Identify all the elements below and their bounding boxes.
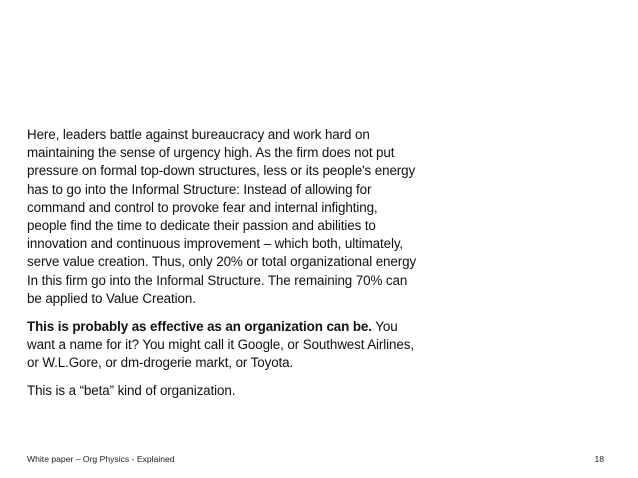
page-number: 18 (594, 454, 604, 464)
paragraph-examples: You want a name for it? You might call it Google, or Southwest Airlines, or W.L.Gore, or dm-drogerie markt, or Toyota. (27, 319, 414, 371)
paragraph-effective-organization (27, 318, 419, 373)
paragraph-informal-structure: Here, leaders battle against bureaucracy and work hard on maintaining the sense of urgency high. As the firm does not put pressure on formal top-down structures, less or its people's energy has to go into the Informal Structure: Instead of allowing for command and control to provoke fear and internal infighting, people find the time to dedicate their passion and abilities to innovation and continuous improvement – which both, ultimately, serve value creation. Thus, only 20% or total organizational energy In this firm go into the Informal Structure. The remaining 70% can be applied to Value Creation. (27, 127, 417, 306)
bold-statement: This is probably as effective as an organization can be. (27, 319, 372, 335)
body-text (27, 126, 419, 409)
paragraph-beta-organization: This is a “beta” kind of organization. (27, 382, 236, 398)
footer-title: White paper – Org Physics - Explained (27, 454, 175, 464)
